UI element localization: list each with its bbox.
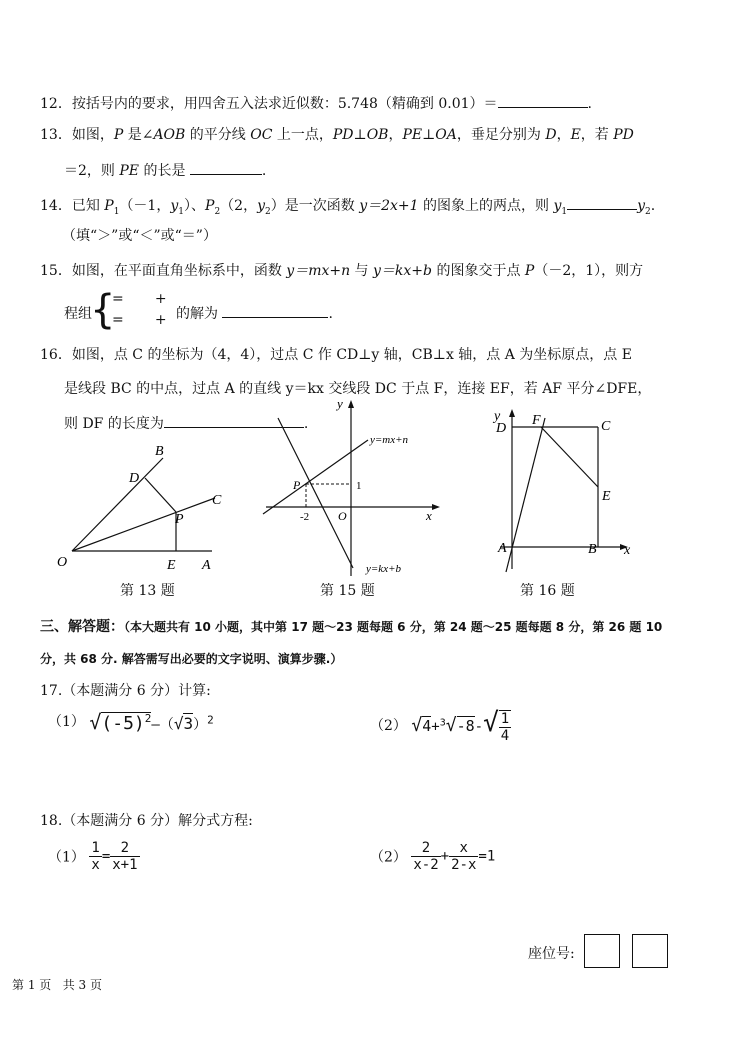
q15-text: 的解为 xyxy=(176,306,218,322)
section3-note1: （本大题共有 10 小题，其中第 17 题～23 题每题 6 分，第 24 题～25 题每题 8 分，第 26 题 10 xyxy=(124,620,663,634)
fig16-label-d: D xyxy=(496,421,507,436)
q14-sub: 1 xyxy=(178,206,185,217)
q15-func1: y＝mx+n xyxy=(286,263,351,279)
q12-answer-blank[interactable] xyxy=(498,93,588,108)
fig16-label-a: A xyxy=(498,541,507,556)
q12-end: . xyxy=(587,96,592,112)
q17-minus: –（ xyxy=(151,717,174,733)
q14-sub: 2 xyxy=(265,206,271,217)
q17-expr2 xyxy=(411,708,511,744)
figure-13 xyxy=(50,438,240,576)
q17-expr1 xyxy=(89,710,213,734)
q13-var-peoa: PE⊥OA xyxy=(402,127,457,143)
fig15-caption: 第 15 题 xyxy=(320,583,375,599)
fig13-label-b: B xyxy=(155,444,164,459)
q15-text: 与 xyxy=(350,263,374,279)
sqrt-sign-icon: √ xyxy=(89,710,102,734)
fig13-label-o: O xyxy=(57,555,68,570)
seat-box-2[interactable] xyxy=(632,934,668,968)
q13-text: 如图， xyxy=(71,127,114,143)
q14-var: y xyxy=(553,198,562,214)
q12-number: 12． xyxy=(40,96,72,112)
q13-text: ＝2，则 xyxy=(64,163,120,179)
q15-number: 15． xyxy=(40,263,72,279)
q14-text: ）是一次函数 xyxy=(270,198,360,214)
q13-var-p: P xyxy=(113,127,124,143)
q18-expr2 xyxy=(411,840,495,873)
q13-end: . xyxy=(261,163,267,179)
q14-number: 14． xyxy=(40,198,72,214)
q18-frac4 xyxy=(449,840,478,873)
q18-expr1 xyxy=(89,840,139,873)
q14-var: P xyxy=(104,198,114,214)
figure-16 xyxy=(490,404,640,576)
q16-number: 16． xyxy=(40,347,72,363)
q14-sub: 1 xyxy=(561,206,568,217)
fig15-label-o: O xyxy=(338,509,347,523)
fig13-caption: 第 13 题 xyxy=(120,583,175,599)
q16-text: 是线段 BC 的中点，过点 A 的直线 y＝kx 交线段 DC 于点 F，连接 EF，若 AF 平分∠DFE， xyxy=(64,381,652,397)
q17-title: 17.（本题满分 6 分）计算: xyxy=(40,683,211,699)
q14-var: y xyxy=(257,198,266,214)
q14-hint: （填“＞”或“＜”或“＝”） xyxy=(62,228,217,244)
section3-header xyxy=(40,616,662,636)
q15-text: （－2，1），则方 xyxy=(534,263,644,279)
q18-title: 18.（本题满分 6 分）解分式方程: xyxy=(40,813,253,829)
q13-text: ， xyxy=(388,127,403,143)
q14-text: 已知 xyxy=(71,198,105,214)
q15-func2: y＝kx+b xyxy=(373,263,432,279)
q15-text: 的图象交于点 xyxy=(432,263,525,279)
q13-text: ，若 xyxy=(580,127,614,143)
q13-var-pe: PE xyxy=(119,163,139,179)
q13-text: ，垂足分别为 xyxy=(456,127,546,143)
q14-text: （－1， xyxy=(119,198,171,214)
q16-text: 则 DF 的长度为 xyxy=(64,416,164,432)
sqrt-sign-icon: √ xyxy=(483,708,499,738)
fig16-label-e: E xyxy=(602,489,611,504)
q15-line2b xyxy=(176,303,333,323)
q18-part2-label: （2） xyxy=(370,849,407,866)
q17-exp: 2 xyxy=(144,712,152,725)
fig13-label-p: P xyxy=(175,512,184,527)
q18-part1-label: （1） xyxy=(48,849,85,866)
q17-minus2: - xyxy=(474,719,484,735)
fig15-label-1: 1 xyxy=(356,480,362,492)
q14-sub: 2 xyxy=(645,206,651,217)
q15-answer-blank[interactable] xyxy=(222,303,328,318)
q15-eq2: = + xyxy=(112,312,167,328)
fig15-label-f2: y=kx+b xyxy=(366,563,401,575)
q18-frac3 xyxy=(411,840,440,873)
seat-label: 座位号: xyxy=(528,946,575,962)
q12-text: 按括号内的要求，用四舍五入法求近似数：5.748（精确到 0.01）＝ xyxy=(71,96,498,112)
fig15-label-f1: y=mx+n xyxy=(370,434,409,446)
q17-part2 xyxy=(370,708,511,744)
denominator: 2-x xyxy=(451,857,477,873)
q17-exp2: 2 xyxy=(207,713,214,727)
q13-number: 13． xyxy=(40,127,72,143)
q17-paren: ） xyxy=(193,717,208,733)
q13-text: ， xyxy=(556,127,571,143)
q14-line2 xyxy=(62,227,217,245)
q13-var-oc: OC xyxy=(250,127,273,143)
q14-text: ）、 xyxy=(184,198,206,214)
q18-frac2 xyxy=(110,840,139,873)
fig16-caption: 第 16 题 xyxy=(520,583,575,599)
q15-eq1: = + xyxy=(112,291,167,307)
q13-text: 是∠ xyxy=(123,127,154,143)
q18-plus: + xyxy=(440,848,450,865)
section3-note2: 分，共 68 分. 解答需写出必要的文字说明、演算步骤.） xyxy=(40,652,343,666)
numerator: 2 xyxy=(411,840,440,857)
page-footer: 第 1 页 共 3 页 xyxy=(12,978,102,992)
q13-line1 xyxy=(40,126,634,144)
seat-box-1[interactable] xyxy=(584,934,620,968)
q13-var-e: E xyxy=(570,127,581,143)
numerator: 2 xyxy=(110,840,139,857)
fig13-label-e: E xyxy=(167,558,176,573)
denominator: x xyxy=(91,857,100,873)
q15-var-p: P xyxy=(524,263,535,279)
q13-answer-blank[interactable] xyxy=(190,160,262,175)
fig13-label-a: A xyxy=(202,558,211,573)
q13-text: 上一点， xyxy=(272,127,333,143)
q15-text: 如图，在平面直角坐标系中，函数 xyxy=(71,263,287,279)
sqrt-sign-icon: √ xyxy=(411,715,423,736)
q17-radicand-4: 4 xyxy=(422,717,432,735)
q13-text: 的平分线 xyxy=(185,127,251,143)
figure-15 xyxy=(258,396,448,581)
q14-text: 的图象上的两点，则 xyxy=(418,198,554,214)
q15-line1 xyxy=(40,262,643,280)
q14-sub: 2 xyxy=(214,206,221,217)
q17-part2-label: （2） xyxy=(370,718,407,734)
q14-text: （2， xyxy=(220,198,258,214)
q17-plus: + xyxy=(431,719,440,735)
q18-frac1 xyxy=(89,840,101,873)
q17-fraction xyxy=(499,710,511,744)
q13-var-pdob: PD⊥OB xyxy=(332,127,389,143)
q17-denominator: 4 xyxy=(500,728,510,744)
q14-sub: 1 xyxy=(113,206,120,217)
denominator: x+1 xyxy=(112,857,138,873)
q13-var-aob: AOB xyxy=(153,127,186,143)
fig15-label-neg2: -2 xyxy=(300,511,310,523)
q17-part1 xyxy=(48,710,214,734)
q13-var-d: D xyxy=(545,127,557,143)
fig13-label-d: D xyxy=(129,471,140,486)
q16-line1 xyxy=(40,346,632,364)
q13-var-pd: PD xyxy=(613,127,634,143)
sqrt-sign-icon: √ xyxy=(173,714,184,733)
fig16-label-b: B xyxy=(588,542,597,557)
q18-equals: = xyxy=(101,848,111,865)
radicand xyxy=(101,712,151,734)
fig15-label-x: x xyxy=(426,508,432,523)
q14-end: . xyxy=(650,198,656,214)
fig13-label-c: C xyxy=(212,493,222,508)
q13-text: 的长是 xyxy=(139,163,186,179)
sqrt-sign-icon: √ xyxy=(445,715,457,736)
fig16-label-c: C xyxy=(601,419,611,434)
fig16-label-x: x xyxy=(624,543,631,558)
q13-line2 xyxy=(64,160,266,180)
numerator: 1 xyxy=(91,840,100,856)
q18-part2 xyxy=(370,840,495,873)
q17-radicand-neg8: -8 xyxy=(456,717,475,735)
q17-radicand: 3 xyxy=(183,714,194,733)
q14-func: y＝2x+1 xyxy=(359,198,419,214)
q15-brace: { xyxy=(90,287,116,333)
fig15-label-p: P xyxy=(293,478,301,492)
q17-root-index: 3 xyxy=(439,717,446,729)
q12 xyxy=(40,93,592,113)
q14-line1 xyxy=(40,195,655,221)
q18-part1 xyxy=(48,840,140,873)
q14-var: y xyxy=(637,198,646,214)
q16-end: . xyxy=(303,416,309,432)
q17-part1-label: （1） xyxy=(48,714,85,730)
q15-end: . xyxy=(328,306,333,322)
q16-text: 如图，点 C 的坐标为（4，4），过点 C 作 CD⊥y 轴，CB⊥x 轴，点 A 为坐标原点，点 E xyxy=(71,347,632,363)
q14-answer-blank[interactable] xyxy=(567,195,637,210)
fig15-label-y: y xyxy=(337,396,343,411)
q17-base: (-5) xyxy=(101,713,145,734)
fig16-label-y: y xyxy=(494,409,501,424)
fig16-label-f: F xyxy=(532,413,541,428)
q14-var: y xyxy=(170,198,179,214)
q18-rhs: =1 xyxy=(478,848,496,865)
denominator: x-2 xyxy=(413,857,439,873)
q17-numerator: 1 xyxy=(500,711,510,727)
section3-title: 三、解答题： xyxy=(40,619,124,635)
numerator: x xyxy=(449,840,478,857)
q15-line2-label: 程组 xyxy=(64,306,92,322)
q14-var: P xyxy=(205,198,215,214)
